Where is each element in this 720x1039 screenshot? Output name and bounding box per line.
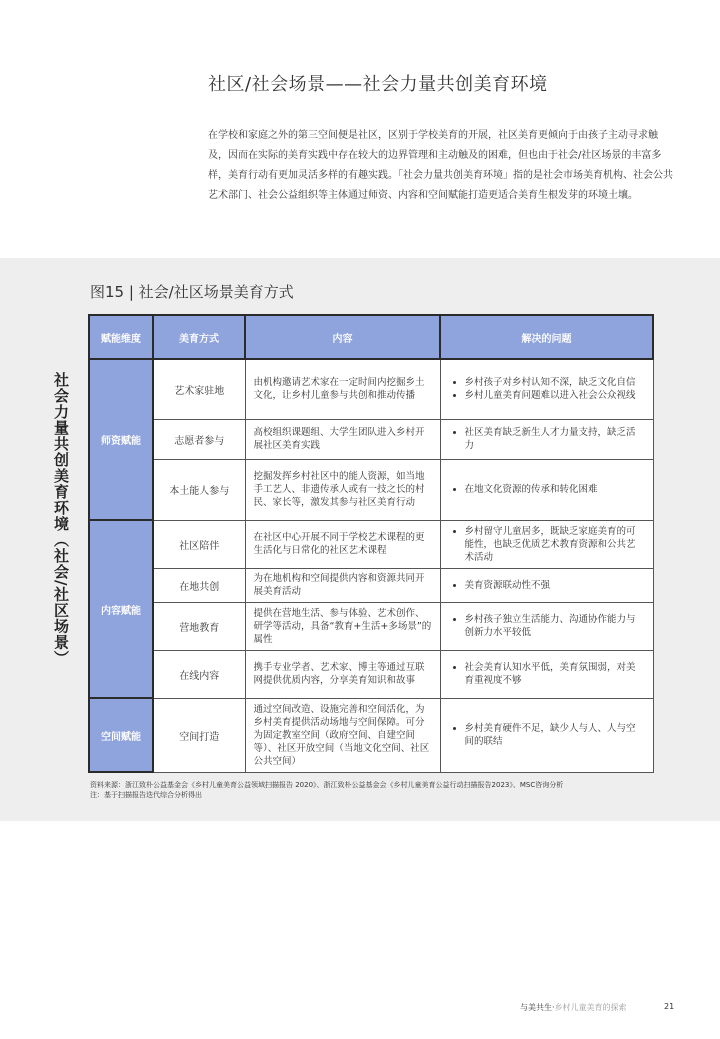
table-row xyxy=(89,568,653,602)
method-cell: 空间打造 xyxy=(153,698,245,772)
method-cell: 艺术家驻地 xyxy=(153,359,245,419)
dimension-cell: 内容赋能 xyxy=(89,520,153,698)
content-cell: 携手专业学者、艺术家、博主等通过互联网提供优质内容，分享美育知识和故事 xyxy=(245,650,440,698)
method-cell: 在地共创 xyxy=(153,568,245,602)
method-cell: 营地教育 xyxy=(153,602,245,650)
content-cell: 由机构邀请艺术家在一定时间内挖掘乡土文化，让乡村儿童参与共创和推动传播 xyxy=(245,359,440,419)
side-label: 社会力量共创美育环境（社会/社区场景） xyxy=(52,372,70,667)
content-cell: 在社区中心开展不同于学校艺术课程的更生活化与日常化的社区艺术课程 xyxy=(245,520,440,568)
problem-cell xyxy=(440,520,653,568)
footer-brand: 与美共生· xyxy=(520,1003,555,1012)
problem-item: • 美育资源联动性不强 xyxy=(465,579,645,592)
method-table xyxy=(88,314,654,773)
problem-cell xyxy=(440,698,653,772)
table-row xyxy=(89,359,653,419)
header-dimension: 赋能维度 xyxy=(89,315,153,359)
intro-paragraph: 在学校和家庭之外的第三空间便是社区，区别于学校美育的开展，社区美育更倾向于由孩子主动寻求触及，因而在实际的美育实践中存在较大的边界管理和主动触及的困难，但也由于社会/社区场景的丰富多样，美育行动有更加灵活多样的有趣实践。「社会力量共创美育环境」指的是社会市场美育机构、社会公共艺术部门、社会公益组织等主体通过师资、内容和空间赋能打造更适合美育生根发芽的环境土壤。 xyxy=(208,130,673,201)
problem-cell xyxy=(440,419,653,459)
problem-item: • 社区美育缺乏新生人才力量支持，缺乏活力 xyxy=(465,426,645,452)
method-cell: 志愿者参与 xyxy=(153,419,245,459)
problem-cell xyxy=(440,602,653,650)
footer-subtitle: 乡村儿童美育的探索 xyxy=(554,1003,627,1012)
problem-item: • 乡村留守儿童居多，既缺乏家庭美育的可能性，也缺乏优质艺术教育资源和公共艺术活动 xyxy=(465,525,645,564)
table-row xyxy=(89,602,653,650)
header-method: 美育方式 xyxy=(153,315,245,359)
method-cell: 在线内容 xyxy=(153,650,245,698)
table-header-row xyxy=(89,315,653,359)
dimension-cell: 空间赋能 xyxy=(89,698,153,772)
table-row xyxy=(89,520,653,568)
content-cell: 通过空间改造、设施完善和空间活化，为乡村美育提供活动场地与空间保障。可分为固定教室空间（政府空间、自建空间等）、社区开放空间（当地文化空间、社区公共空间） xyxy=(245,698,440,772)
content-cell: 挖掘发挥乡村社区中的能人资源，如当地手工艺人、非遗传承人或有一技之长的村民、家长等，激发其参与社区美育行动 xyxy=(245,459,440,520)
problem-item: • 乡村儿童美育问题难以进入社会公众视线 xyxy=(465,389,645,402)
section-heading: 社区/社会场景——社会力量共创美育环境 xyxy=(208,74,548,95)
dimension-cell: 师资赋能 xyxy=(89,359,153,520)
content-cell: 高校组织课题组、大学生团队进入乡村开展社区美育实践 xyxy=(245,419,440,459)
table-row xyxy=(89,459,653,520)
problem-cell xyxy=(440,650,653,698)
problem-item: • 乡村美育硬件不足，缺少人与人、人与空间的联结 xyxy=(465,722,645,748)
content-cell: 提供在营地生活、参与体验、艺术创作、研学等活动，具备“教育+生活+多场景”的属性 xyxy=(245,602,440,650)
method-cell: 社区陪伴 xyxy=(153,520,245,568)
figure-title: 图15 | 社会/社区场景美育方式 xyxy=(90,283,294,301)
problem-item: • 乡村孩子独立生活能力、沟通协作能力与创新力水平较低 xyxy=(465,613,645,639)
table-row xyxy=(89,698,653,772)
header-problem: 解决的问题 xyxy=(440,315,653,359)
header-content: 内容 xyxy=(245,315,440,359)
source-note xyxy=(90,780,670,800)
problem-item: • 在地文化资源的传承和转化困难 xyxy=(465,483,645,496)
note-text: 注：基于扫描报告迭代综合分析得出 xyxy=(90,791,202,799)
content-cell: 为在地机构和空间提供内容和资源共同开展美育活动 xyxy=(245,568,440,602)
method-cell: 本土能人参与 xyxy=(153,459,245,520)
problem-item: • 社会美育认知水平低，美育氛围弱，对美育重视度不够 xyxy=(465,661,645,687)
source-text: 资料来源：浙江致朴公益基金会《乡村儿童美育公益领域扫描报告 2020》、浙江致朴公益基金会《乡村儿童美育公益行动扫描报告2023》、MSC咨询分析 xyxy=(90,781,564,789)
problem-cell xyxy=(440,459,653,520)
page-footer xyxy=(520,1002,627,1013)
page-number: 21 xyxy=(664,1002,675,1011)
problem-cell xyxy=(440,359,653,419)
table-row xyxy=(89,419,653,459)
table-row xyxy=(89,650,653,698)
problem-item: • 乡村孩子对乡村认知不深，缺乏文化自信 xyxy=(465,376,645,389)
problem-cell xyxy=(440,568,653,602)
